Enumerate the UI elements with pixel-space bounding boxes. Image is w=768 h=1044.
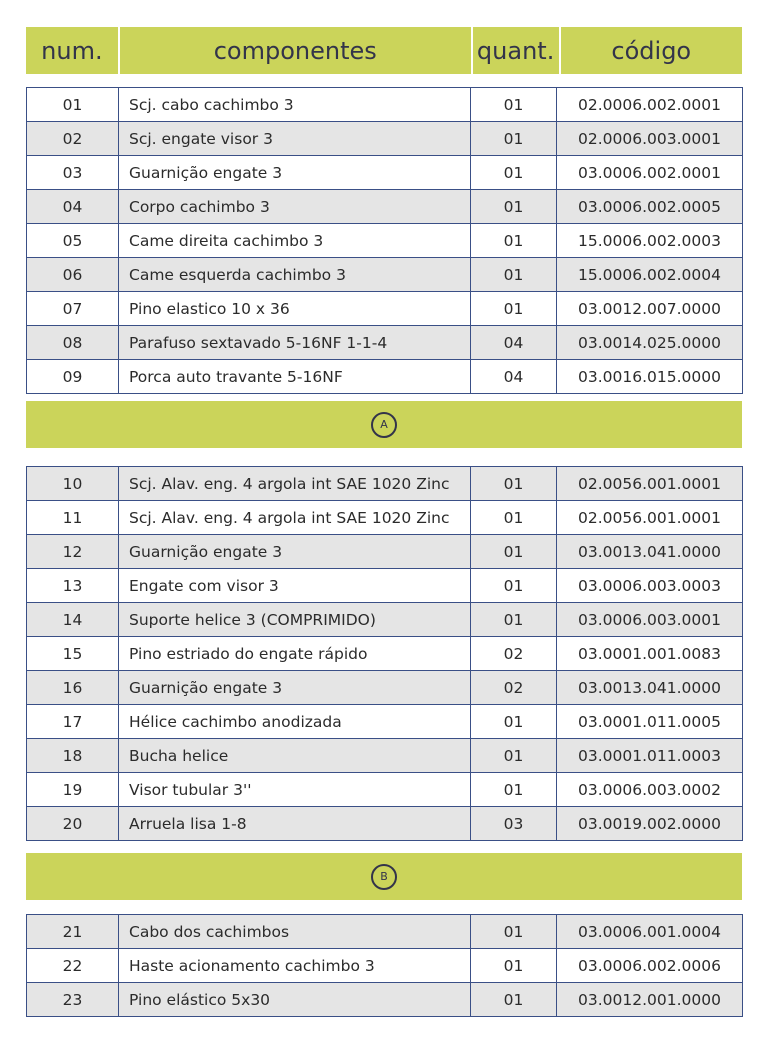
header-quant: quant. — [473, 27, 559, 74]
row-quantity: 01 — [471, 535, 557, 569]
row-code: 03.0006.003.0001 — [557, 603, 743, 637]
parts-table-1 — [26, 87, 743, 394]
row-num: 14 — [27, 603, 119, 637]
table-row — [27, 292, 743, 326]
row-component: Arruela lisa 1-8 — [119, 807, 471, 841]
row-quantity: 01 — [471, 983, 557, 1017]
row-component: Came direita cachimbo 3 — [119, 224, 471, 258]
row-component: Pino estriado do engate rápido — [119, 637, 471, 671]
row-component: Cabo dos cachimbos — [119, 915, 471, 949]
section-band-b — [26, 853, 742, 900]
row-quantity: 01 — [471, 603, 557, 637]
row-component: Guarnição engate 3 — [119, 156, 471, 190]
table-row — [27, 915, 743, 949]
row-code: 03.0006.002.0001 — [557, 156, 743, 190]
row-quantity: 01 — [471, 739, 557, 773]
row-num: 16 — [27, 671, 119, 705]
row-quantity: 01 — [471, 501, 557, 535]
row-quantity: 01 — [471, 915, 557, 949]
row-num: 05 — [27, 224, 119, 258]
row-quantity: 04 — [471, 360, 557, 394]
row-component: Engate com visor 3 — [119, 569, 471, 603]
row-num: 11 — [27, 501, 119, 535]
table-row — [27, 739, 743, 773]
table-row — [27, 705, 743, 739]
header-num: num. — [26, 27, 118, 74]
row-code: 03.0006.002.0006 — [557, 949, 743, 983]
row-code: 03.0016.015.0000 — [557, 360, 743, 394]
row-component: Haste acionamento cachimbo 3 — [119, 949, 471, 983]
row-code: 03.0013.041.0000 — [557, 535, 743, 569]
table-row — [27, 224, 743, 258]
row-quantity: 01 — [471, 122, 557, 156]
row-code: 03.0001.011.0003 — [557, 739, 743, 773]
row-component: Parafuso sextavado 5-16NF 1-1-4 — [119, 326, 471, 360]
row-component: Scj. Alav. eng. 4 argola int SAE 1020 Zinc — [119, 501, 471, 535]
row-num: 02 — [27, 122, 119, 156]
row-code: 03.0006.001.0004 — [557, 915, 743, 949]
row-code: 02.0006.002.0001 — [557, 88, 743, 122]
row-component: Came esquerda cachimbo 3 — [119, 258, 471, 292]
row-quantity: 01 — [471, 705, 557, 739]
row-component: Porca auto travante 5-16NF — [119, 360, 471, 394]
row-num: 10 — [27, 467, 119, 501]
section-band-a — [26, 401, 742, 448]
table-row — [27, 156, 743, 190]
row-code: 03.0012.007.0000 — [557, 292, 743, 326]
table-row — [27, 569, 743, 603]
row-code: 03.0001.001.0083 — [557, 637, 743, 671]
row-quantity: 01 — [471, 569, 557, 603]
row-quantity: 01 — [471, 156, 557, 190]
row-quantity: 01 — [471, 292, 557, 326]
row-code: 03.0013.041.0000 — [557, 671, 743, 705]
row-code: 02.0006.003.0001 — [557, 122, 743, 156]
row-num: 22 — [27, 949, 119, 983]
table-row — [27, 467, 743, 501]
row-num: 04 — [27, 190, 119, 224]
row-quantity: 01 — [471, 467, 557, 501]
row-num: 17 — [27, 705, 119, 739]
table-row — [27, 807, 743, 841]
header-codigo: código — [561, 27, 742, 74]
table-row — [27, 326, 743, 360]
row-component: Bucha helice — [119, 739, 471, 773]
row-quantity: 02 — [471, 671, 557, 705]
row-component: Pino elástico 5x30 — [119, 983, 471, 1017]
row-component: Guarnição engate 3 — [119, 535, 471, 569]
section-marker-a: A — [371, 412, 397, 438]
row-num: 23 — [27, 983, 119, 1017]
row-quantity: 01 — [471, 258, 557, 292]
row-num: 18 — [27, 739, 119, 773]
row-code: 03.0001.011.0005 — [557, 705, 743, 739]
table-row — [27, 190, 743, 224]
row-quantity: 01 — [471, 88, 557, 122]
row-code: 15.0006.002.0004 — [557, 258, 743, 292]
row-component: Pino elastico 10 x 36 — [119, 292, 471, 326]
row-quantity: 04 — [471, 326, 557, 360]
row-quantity: 01 — [471, 224, 557, 258]
row-quantity: 01 — [471, 773, 557, 807]
row-num: 09 — [27, 360, 119, 394]
parts-table-3 — [26, 914, 743, 1017]
table-row — [27, 983, 743, 1017]
row-quantity: 02 — [471, 637, 557, 671]
row-num: 13 — [27, 569, 119, 603]
table-row — [27, 360, 743, 394]
row-code: 15.0006.002.0003 — [557, 224, 743, 258]
row-num: 03 — [27, 156, 119, 190]
row-component: Hélice cachimbo anodizada — [119, 705, 471, 739]
table-row — [27, 88, 743, 122]
row-component: Guarnição engate 3 — [119, 671, 471, 705]
row-code: 03.0019.002.0000 — [557, 807, 743, 841]
row-component: Scj. engate visor 3 — [119, 122, 471, 156]
table-row — [27, 637, 743, 671]
row-component: Scj. Alav. eng. 4 argola int SAE 1020 Zinc — [119, 467, 471, 501]
row-code: 03.0006.003.0003 — [557, 569, 743, 603]
row-code: 03.0014.025.0000 — [557, 326, 743, 360]
row-code: 03.0006.002.0005 — [557, 190, 743, 224]
row-num: 08 — [27, 326, 119, 360]
table-row — [27, 671, 743, 705]
table-row — [27, 501, 743, 535]
section-marker-b: B — [371, 864, 397, 890]
table-row — [27, 258, 743, 292]
row-num: 06 — [27, 258, 119, 292]
table-header — [26, 27, 742, 74]
row-component: Corpo cachimbo 3 — [119, 190, 471, 224]
row-num: 20 — [27, 807, 119, 841]
row-num: 21 — [27, 915, 119, 949]
row-code: 03.0006.003.0002 — [557, 773, 743, 807]
header-componentes: componentes — [120, 27, 471, 74]
row-component: Scj. cabo cachimbo 3 — [119, 88, 471, 122]
row-quantity: 03 — [471, 807, 557, 841]
row-num: 19 — [27, 773, 119, 807]
row-num: 12 — [27, 535, 119, 569]
row-code: 02.0056.001.0001 — [557, 501, 743, 535]
row-num: 01 — [27, 88, 119, 122]
row-num: 15 — [27, 637, 119, 671]
row-num: 07 — [27, 292, 119, 326]
table-row — [27, 603, 743, 637]
row-quantity: 01 — [471, 190, 557, 224]
table-row — [27, 949, 743, 983]
row-component: Visor tubular 3'' — [119, 773, 471, 807]
table-row — [27, 773, 743, 807]
parts-table-2 — [26, 466, 743, 841]
row-code: 03.0012.001.0000 — [557, 983, 743, 1017]
table-row — [27, 122, 743, 156]
row-component: Suporte helice 3 (COMPRIMIDO) — [119, 603, 471, 637]
table-row — [27, 535, 743, 569]
row-code: 02.0056.001.0001 — [557, 467, 743, 501]
row-quantity: 01 — [471, 949, 557, 983]
